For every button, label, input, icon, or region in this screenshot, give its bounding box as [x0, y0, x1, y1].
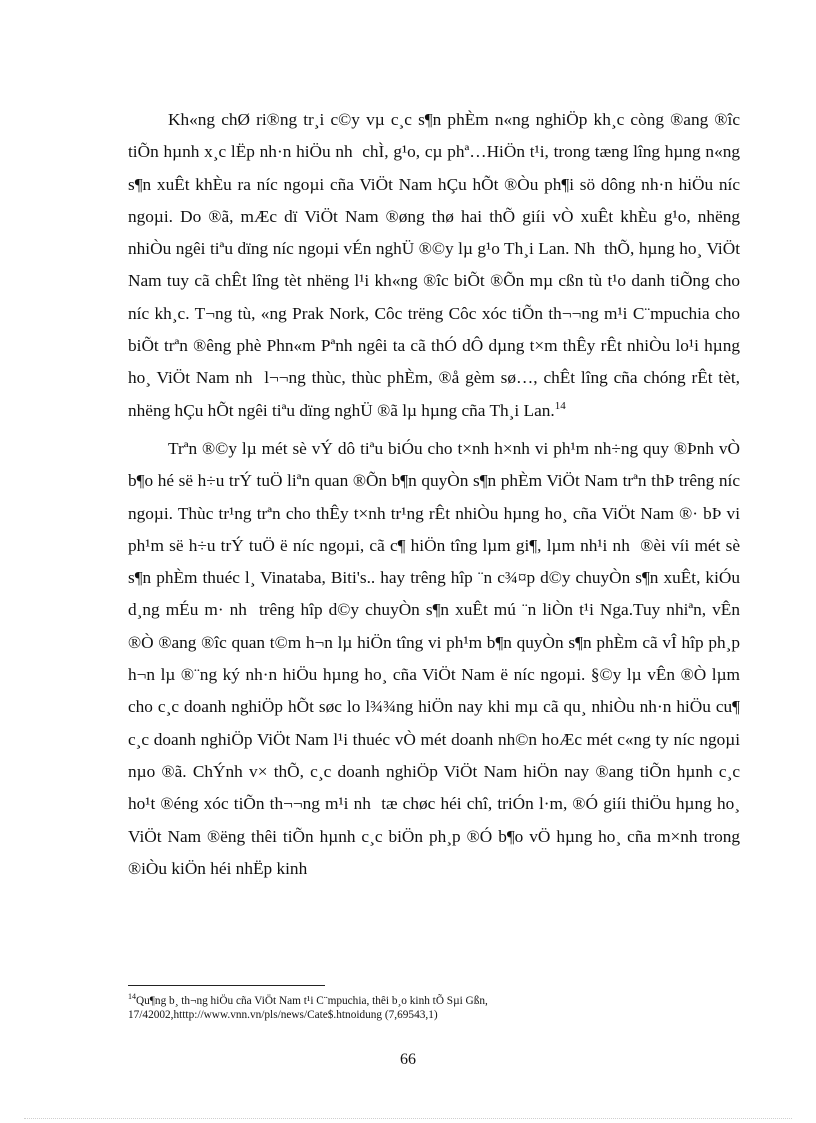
footnote [128, 994, 648, 1022]
page-number: 66 [400, 1051, 416, 1068]
footnote-reference: 14 [554, 399, 566, 412]
page-bottom-border [24, 1118, 792, 1119]
paragraph-2-text: Trªn ®©y lµ mét sè vÝ dô tiªu biÓu cho t×nh h×nh vi ph¹m nh÷ng quy ®Þnh vÒ b¶o hé së h÷u trÝ tuÖ liªn quan ®Õn b¶n quyÒn s¶n phÈm ViÖt Nam trªn thÞ trêng níc ngoµi. Thùc tr¹ng trªn cho thÊy t×nh tr¹ng rÊt nhiÒu hµng ho¸ cña ViÖt Nam ®· bÞ vi ph¹m së h÷u trÝ tuÖ ë níc ngoµi, cã c¶ hiÖn tîng lµm gi¶, lµm nh¹i nh ®èi víi mét sè s¶n phÈm thuéc l¸ Vinataba, Biti's.. hay trêng hîp ¨n c¾¤p d©y chuyÒn s¶n xuÊt, kiÓu d¸ng mÉu m· nh trêng hîp d©y chuyÒn s¶n xuÊt mú ¨n liÒn t¹i Nga.Tuy nhiªn, vÊn ®Ò ®ang ®îc quan t©m h¬n lµ hiÖn tîng vi ph¹m b¶n quyÒn s¶n phÈm cã vÎ hîp ph¸p h¬n lµ ®¨ng ký nh·n hiÖu hµng ho¸ cña ViÖt Nam ë níc ngoµi. §©y lµ vÊn ®Ò lµm cho c¸c doanh nghiÖp hÕt søc lo l¾¾ng hiÖn nay khi mµ cã qu¸ nhiÒu nh·n hiÖu cu¶ c¸c doanh nghiÖp ViÖt Nam l¹i thuéc vÒ mét doanh nh©n hoÆc mét c«ng ty níc ngoµi nµo ®ã. ChÝnh v× thÕ, c¸c doanh nghiÖp ViÖt Nam hiÖn nay ®ang tiÕn hµnh c¸c ho¹t ®éng xóc tiÕn th¬¬ng m¹i nh tæ chøc héi chî, triÓn l·m, ®Ó giíi thiÖu hµng ho¸ ViÖt Nam ®ëng thêi tiÕn hµnh c¸c biÖn ph¸p ®Ó b¶o vÖ hµng ho¸ cña m×nh trong ®iÒu kiÖn héi nhËp kinh [128, 438, 740, 878]
footnote-separator [128, 985, 325, 986]
paragraph-1-text: Kh«ng chØ ri®ng tr¸i c©y vµ c¸c s¶n phÈm n«ng nghiÖp kh¸c còng ®ang ®îc tiÕn hµnh x¸c lËp nh·n hiÖu nh chÌ, g¹o, cµ phª…HiÖn t¹i, trong tæng lîng hµng n«ng s¶n xuÊt khÈu ra níc ngoµi cña ViÖt Nam hÇu hÕt ®Òu ph¶i sö dông nh·n hiÖu níc ngoµi. Do ®ã, mÆc dï ViÖt Nam ®øng thø hai thÕ giíi vÒ xuÊt khÈu g¹o, nhëng nhiÒu ngêi tiªu dïng níc ngoµi vÉn nghÜ ®©y lµ g¹o Th¸i Lan. Nh thÕ, hµng ho¸ ViÖt Nam tuy cã chÊt lîng tèt nhëng l¹i kh«ng ®îc biÕt ®Õn mµ cßn tù t¹o danh tiÕng cho níc kh¸c. T¬ng tù, «ng Prak Nork, Côc trëng Côc xóc tiÕn th¬¬ng m¹i C¨mpuchia cho biÕt trªn ®êng phè Phn«m Pªnh ngêi ta cã thÓ dÔ dµng t×m thÊy rÊt nhiÒu lo¹i hµng ho¸ ViÖt Nam nh l¬¬ng thùc, thùc phÈm, ®å gèm sø…, chÊt lîng cña chóng rÊt tèt, nhëng hÇu hÕt ngêi tiªu dïng nghÜ ®ã lµ hµng cña Th¸i Lan. [128, 110, 740, 420]
body-text [128, 104, 740, 891]
paragraph-1 [128, 104, 740, 427]
footnote-text: Qu¶ng b¸ th¬ng hiÖu cña ViÖt Nam t¹i C¨mpuchia, thêi b¸o kinh tÕ Sµi Gßn, 17/42002,htttp://www.vnn.vn/pls/news/Cate$.htnoidung (7,69543,1) [128, 995, 488, 1021]
paragraph-2 [128, 433, 740, 885]
footnote-mark: 14 [128, 992, 136, 1002]
